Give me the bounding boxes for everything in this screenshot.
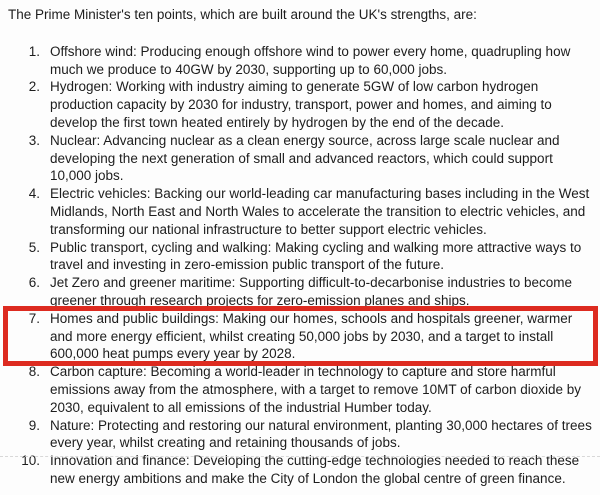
points-list: [0, 43, 600, 488]
item-text: Carbon capture: Becoming a world-leader in technology to capture and store harmful emissions away from the atmosphere, with a target to remove 10MT of carbon dioxide by 2030, equivalent to all emissions of the industrial Humber today.: [50, 364, 582, 415]
item-text: Innovation and finance: Developing the cutting-edge technologies needed to reach these new energy ambitions and make the City of London the global centre of green finance.: [50, 453, 580, 486]
item-number: 8.: [28, 364, 40, 380]
item-text: Jet Zero and greener maritime: Supporting difficult-to-decarbonise industries to become greener through research projects for zero-emission planes and ships.: [50, 275, 573, 308]
item-number: 4.: [28, 186, 40, 202]
item-number: 1.: [28, 43, 40, 59]
list-item-3: [0, 132, 600, 185]
item-number: 6.: [28, 275, 40, 291]
list-item-6: [0, 274, 600, 310]
item-text: Nuclear: Advancing nuclear as a clean energy source, across large scale nuclear and developing the next generation of small and advanced reactors, which could support 10,000 jobs.: [50, 132, 560, 184]
list-item-2: [0, 78, 600, 131]
item-text: Public transport, cycling and walking: Making cycling and walking more attractive ways to travel and investing in zero-emission public transport of the future.: [50, 239, 582, 273]
item-text: Electric vehicles: Backing our world-leading car manufacturing bases including in the West Midlands, North East and North Wales to accelerate the transition to electric vehicles, and transforming our national infrastructure to better support electric vehicles.: [50, 186, 590, 237]
item-text: Homes and public buildings: Making our homes, schools and hospitals greener, warmer and more energy efficient, whilst creating 50,000 jobs by 2030, and a target to install 600,000 heat pumps every year by 2028.: [50, 310, 573, 362]
document-page: [0, 6, 600, 488]
list-item-10: [0, 452, 600, 488]
item-number: 3.: [28, 132, 40, 148]
page-break-line: [0, 456, 600, 457]
item-text: Hydrogen: Working with industry aiming to generate 5GW of low carbon hydrogen production capacity by 2030 for industry, transport, power and homes, and aiming to develop the first town heated entirely by hydrogen by the end of the decade.: [50, 79, 552, 130]
list-item-4: [0, 185, 600, 238]
item-number: 9.: [28, 417, 40, 433]
item-number: 10.: [21, 453, 40, 469]
item-text: Offshore wind: Producing enough offshore wind to power every home, quadrupling how much we produce to 40GW by 2030, supporting up to 60,000 jobs.: [50, 43, 571, 77]
item-number: 2.: [28, 79, 40, 95]
item-number: 7.: [28, 310, 40, 326]
list-item-5: [0, 239, 600, 275]
document-heading: The Prime Minister's ten points, which are built around the UK's strengths, are:: [8, 7, 477, 22]
item-number: 5.: [28, 239, 40, 255]
list-item-7: [0, 310, 600, 363]
item-text: Nature: Protecting and restoring our natural environment, planting 30,000 hectares of trees every year, whilst creating and retaining thousands of jobs.: [50, 417, 592, 451]
list-item-8: [0, 363, 600, 416]
list-item-1: [0, 43, 600, 79]
list-item-9: [0, 417, 600, 453]
